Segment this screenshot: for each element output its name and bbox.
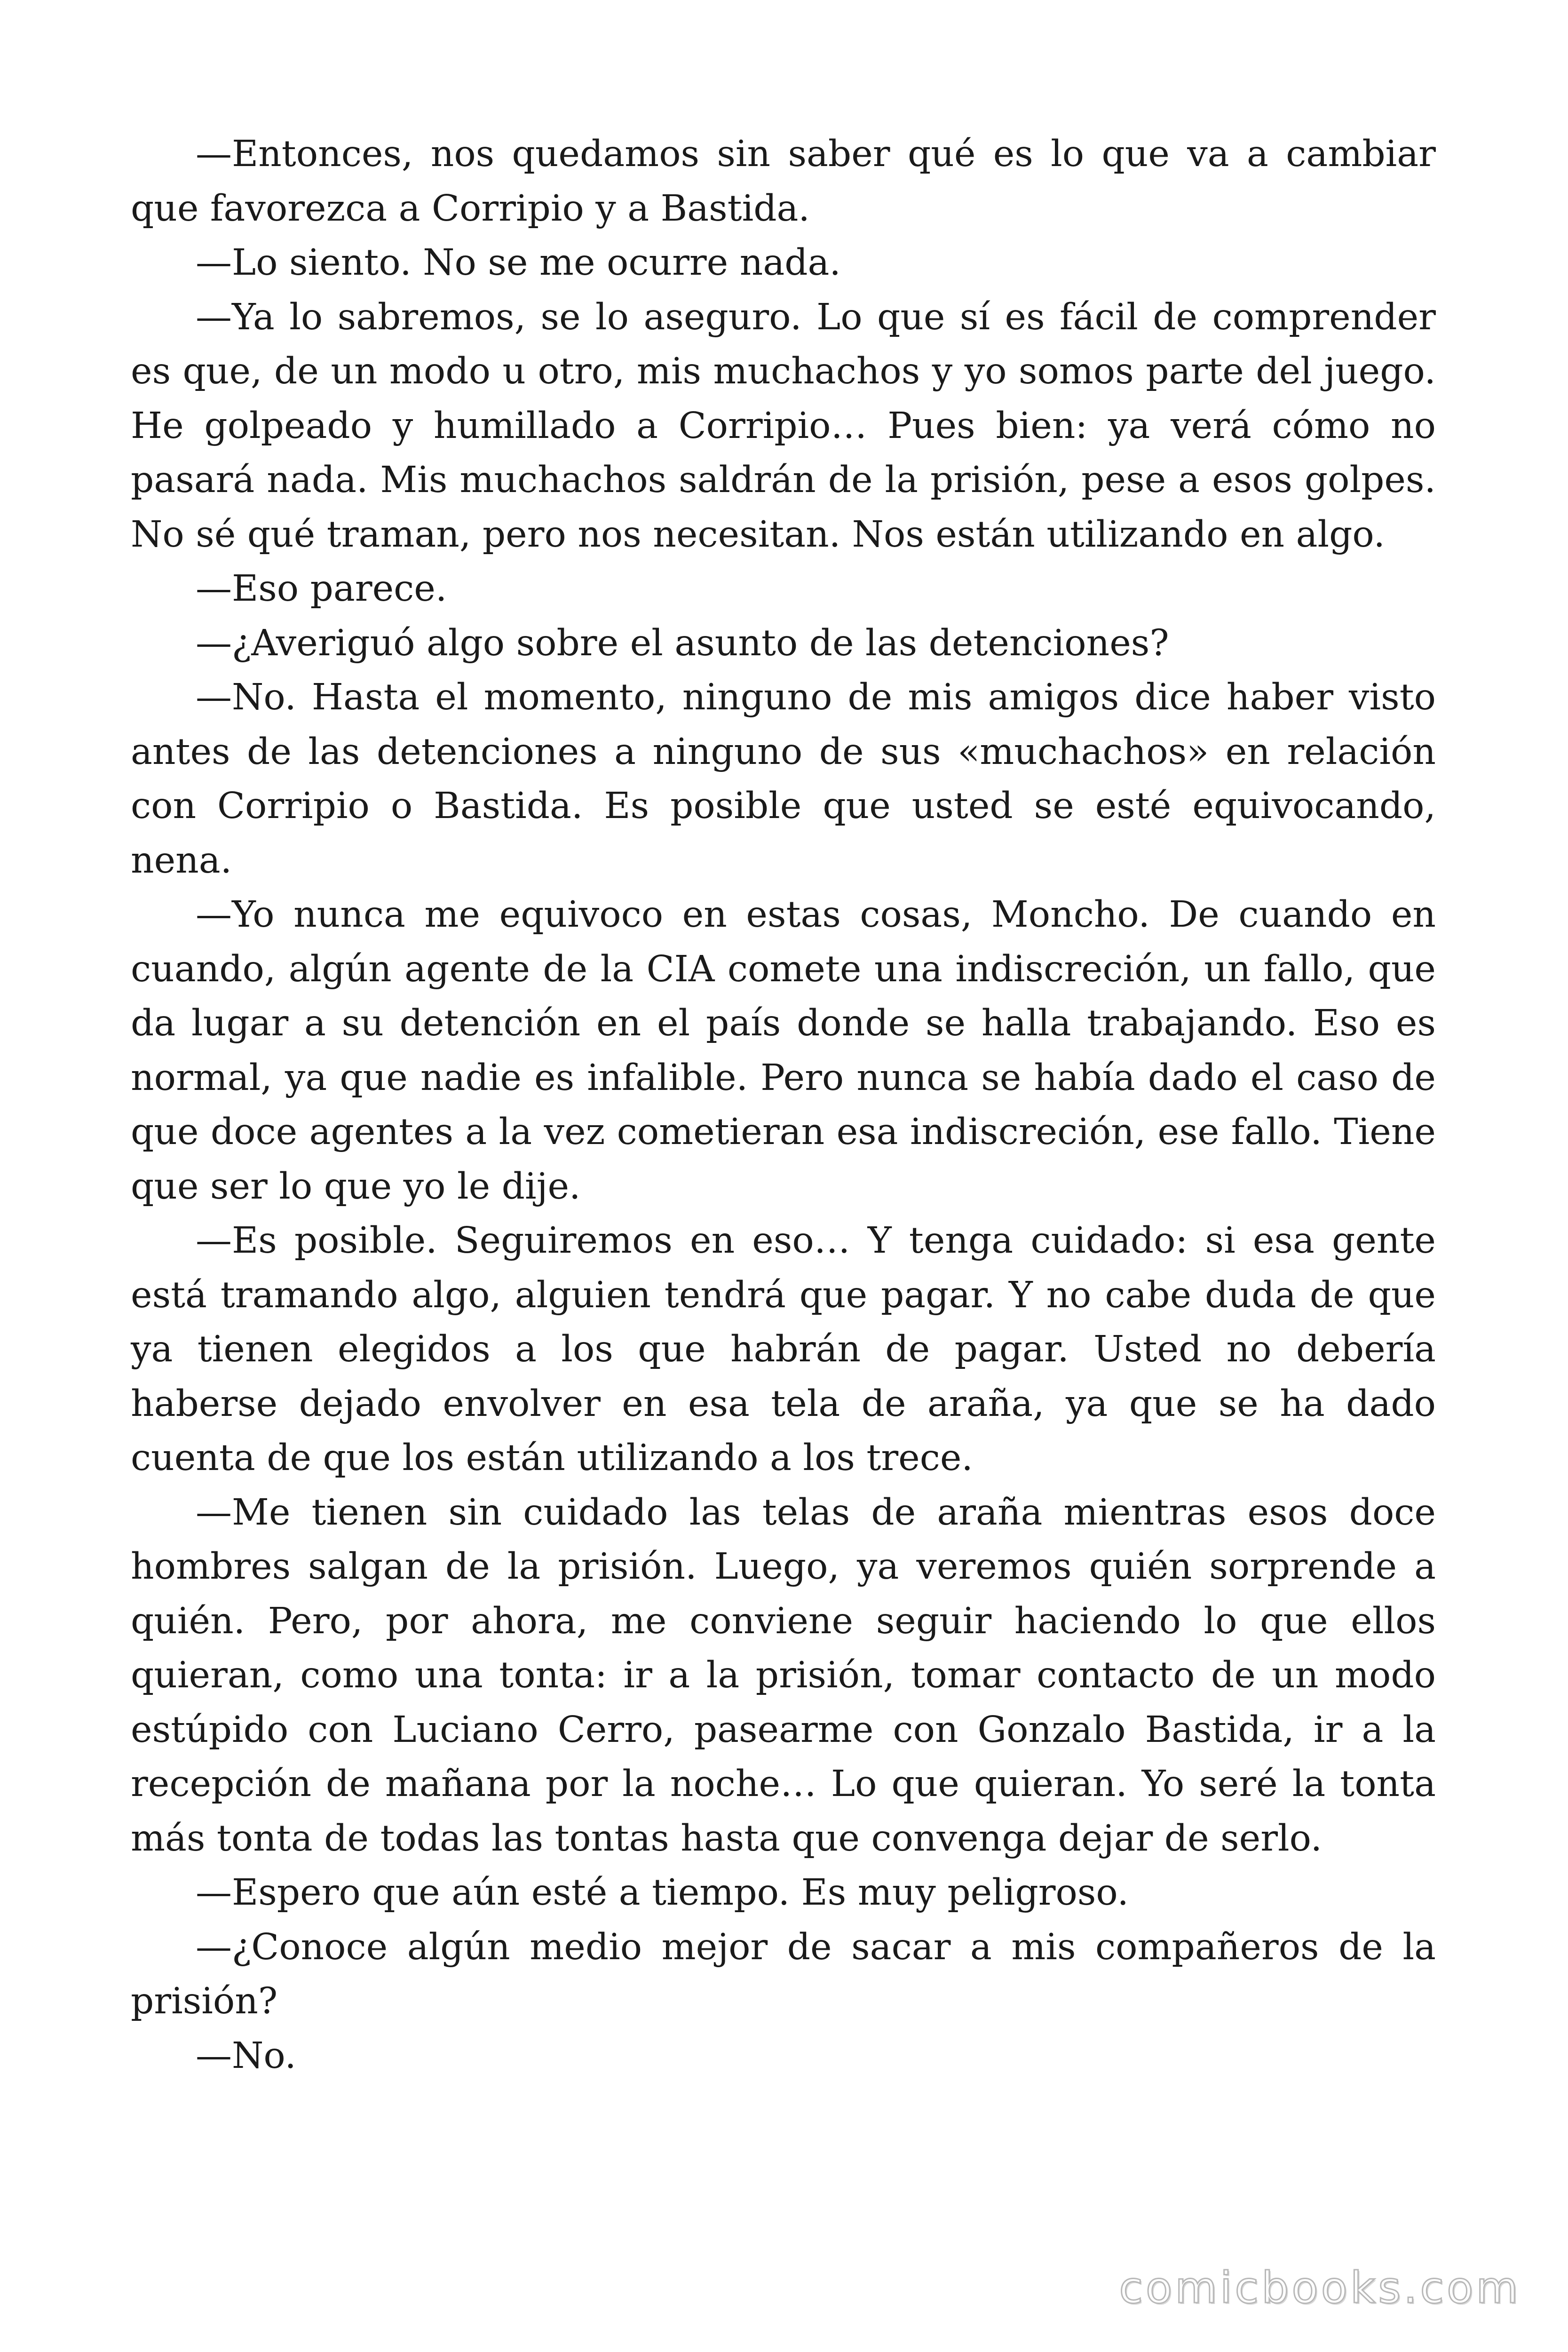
dialogue-paragraph: —Es posible. Seguiremos en eso… Y tenga cuidado: si esa gente está tramando algo, alguien tendrá que pagar. Y no cabe duda de que ya tienen elegidos a los que habrán de pagar. Usted no debería haberse dejado envolver en esa tela de araña, ya que se ha dado cuenta de que los están utilizando a los trece. [131, 1220, 1436, 1479]
dialogue-paragraph: —Espero que aún esté a tiempo. Es muy peligroso. [196, 1872, 1129, 1914]
dialogue-paragraph: —Ya lo sabremos, se lo aseguro. Lo que sí es fácil de comprender es que, de un modo u otro, mis muchachos y yo somos parte del juego. He golpeado y humillado a Corripio… Pues bien: ya verá cómo no pasará nada. Mis muchachos saldrán de la prisión, pese a esos golpes. No sé qué traman, pero nos necesitan. Nos están utilizando en algo. [131, 296, 1436, 556]
dialogue-paragraph: —Yo nunca me equivoco en estas cosas, Moncho. De cuando en cuando, algún agente de la CIA comete una indiscreción, un fallo, que da lugar a su detención en el país donde se halla trabajando. Eso es normal, ya que nadie es infalible. Pero nunca se había dado el caso de que doce agentes a la vez cometieran esa indiscreción, ese fallo. Tiene que ser lo que yo le dije. [131, 894, 1436, 1208]
dialogue-paragraph: —Me tienen sin cuidado las telas de araña mientras esos doce hombres salgan de la prisión. Luego, ya veremos quién sorprende a quién. Pero, por ahora, me conviene seguir haciendo lo que ellos quieran, como una tonta: ir a la prisión, tomar contacto de un modo estúpido con Luciano Cerro, pasearme con Gonzalo Bastida, ir a la recepción de mañana por la noche… Lo que quieran. Yo seré la tonta más tonta de todas las tontas hasta que convenga dejar de serlo. [131, 1491, 1436, 1859]
dialogue-paragraph: —¿Averiguó algo sobre el asunto de las detenciones? [196, 622, 1169, 664]
dialogue-paragraph: —Eso parece. [196, 568, 447, 610]
book-page-text [131, 127, 1436, 2083]
dialogue-paragraph: —Lo siento. No se me ocurre nada. [196, 242, 841, 284]
dialogue-paragraph: —¿Conoce algún medio mejor de sacar a mis compañeros de la prisión? [131, 1926, 1436, 2022]
dialogue-paragraph: —No. Hasta el momento, ninguno de mis amigos dice haber visto antes de las detenciones a ninguno de sus «muchachos» en relación con Corripio o Bastida. Es posible que usted se esté equivocando, nena. [131, 676, 1436, 882]
dialogue-paragraph: —Entonces, nos quedamos sin saber qué es lo que va a cambiar que favorezca a Corripio y a Bastida. [131, 133, 1436, 230]
dialogue-paragraph: —No. [196, 2034, 296, 2077]
site-watermark: comicbooks.com [1119, 2263, 1521, 2313]
